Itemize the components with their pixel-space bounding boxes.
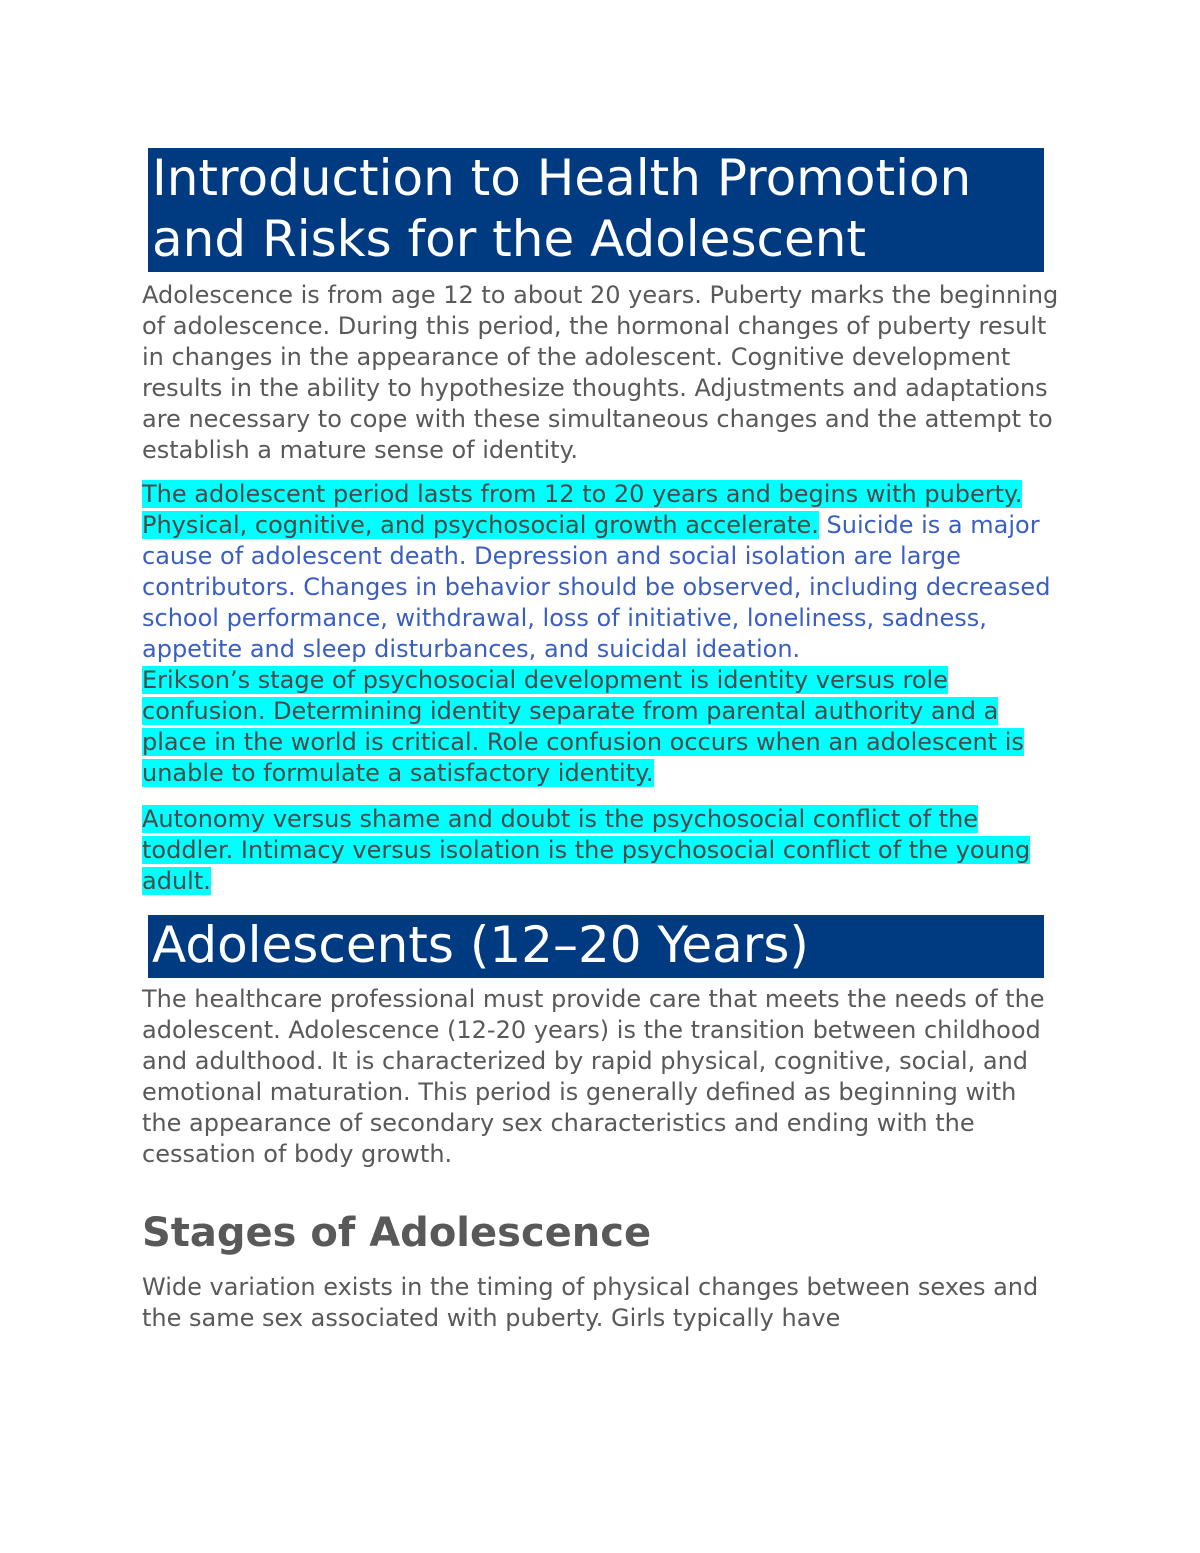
intro-paragraph: Adolescence is from age 12 to about 20 years. Puberty marks the beginning of adolescence. During this period, the hormonal changes of puberty result in changes in the appearance of the adolescent. Cognitive development results in the ability to hypothesize thoughts. Adjustments and adaptations are necessary to cope with these simultaneous changes and the attempt to establish a mature sense of identity. <box>142 281 1059 464</box>
subsection-heading: Stages of Adolescence <box>142 1210 652 1256</box>
subsection-paragraph: Wide variation exists in the timing of physical changes between sexes and the same sex associated with puberty. Girls typically have <box>142 1273 1039 1332</box>
highlighted-text: Autonomy versus shame and doubt is the psychosocial conflict of the toddler. Intimacy versus isolation is the psychosocial conflict of the young adult. <box>142 805 1031 895</box>
section-paragraph: The healthcare professional must provide care that meets the needs of the adolescent. Adolescence (12-20 years) is the transition between childhood and adulthood. It is characterized by rapid physical, cognitive, social, and emotional maturation. This period is generally defined as beginning with the appearance of secondary sex characteristics and ending with the cessation of body growth. <box>142 985 1045 1168</box>
section-heading: Adolescents (12–20 Years) <box>148 915 1044 978</box>
document-content <box>142 148 1062 1334</box>
highlighted-paragraph-2 <box>142 665 1062 789</box>
page-title: Introduction to Health Promotion and Risks for the Adolescent <box>148 148 1044 272</box>
highlighted-paragraph-3 <box>142 804 1062 897</box>
highlighted-paragraph-1 <box>142 479 1062 665</box>
blue-text: Suicide is a major cause of adolescent death. Depression and social isolation are large contributors. Changes in behavior should be observed, including decreased school performance, withdrawal, loss of initiative, loneliness, sadness, appetite and sleep disturbances, and suicidal ideation. <box>142 511 1051 663</box>
highlighted-text: Erikson’s stage of psychosocial development is identity versus role confusion. Determining identity separate from parental authority and a place in the world is critical. Role confusion occurs when an adolescent is unable to formulate a satisfactory identity. <box>142 666 1024 787</box>
highlighted-text: The adolescent period lasts from 12 to 20 years and begins with puberty. Physical, cognitive, and psychosocial growth accelerate. <box>142 480 1023 539</box>
